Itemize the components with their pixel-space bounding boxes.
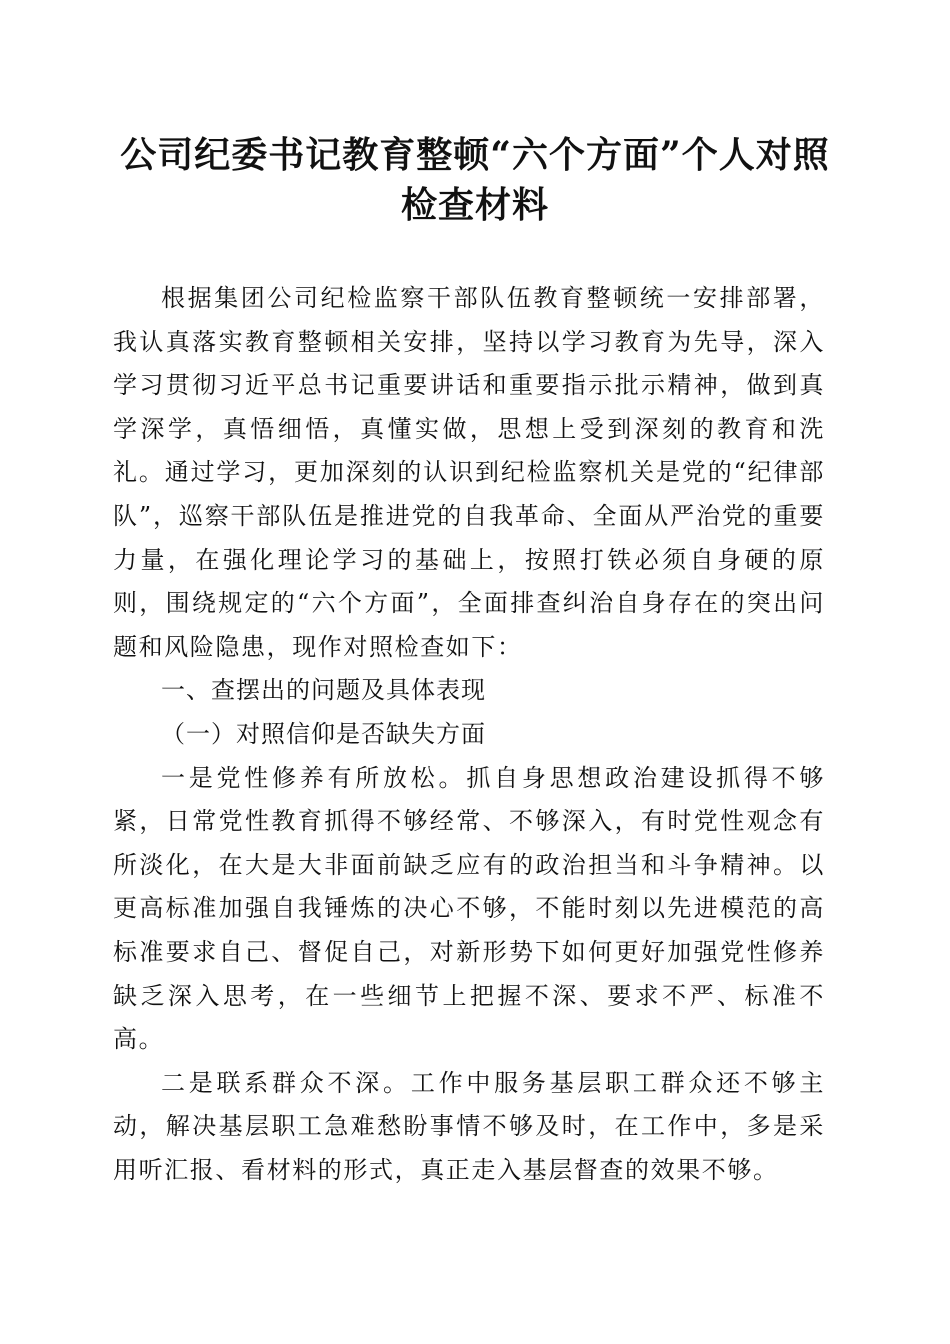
point-2-paragraph [113, 1062, 825, 1193]
point-2-body: 工作中服务基层职工群众还不够主动，解决基层职工急难愁盼事情不够及时，在工作中，多是采用听汇报、看材料的形式，真正走入基层督查的效果不够。 [113, 1068, 825, 1184]
document-title: 公司纪委书记教育整顿“六个方面”个人对照检查材料 [120, 134, 830, 226]
document-body [113, 277, 825, 1192]
section-heading: 一、查摆出的问题及具体表现 [161, 676, 486, 705]
point-1-paragraph [113, 757, 825, 1062]
intro-paragraph: 根据集团公司纪检监察干部队伍教育整顿统一安排部署，我认真落实教育整顿相关安排，坚持以学习教育为先导，深入学习贯彻习近平总书记重要讲话和重要指示批示精神，做到真学深学，真悟细悟，真懂实做，思想上受到深刻的教育和洗礼。通过学习，更加深刻的认识到纪检监察机关是党的“纪律部队”，巡察干部队伍是推进党的自我革命、全面从严治党的重要力量，在强化理论学习的基础上，按照打铁必须自身硬的原则，围绕规定的“六个方面”，全面排查纠治自身存在的突出问题和风险隐患，现作对照检查如下： [113, 284, 825, 661]
point-2-lead: 二是联系群众不深。 [161, 1068, 411, 1097]
point-1-lead: 一是党性修养有所放松。 [161, 763, 467, 792]
point-1-body: 抓自身思想政治建设抓得不够紧，日常党性教育抓得不够经常、不够深入，有时党性观念有所淡化，在大是大非面前缺乏应有的政治担当和斗争精神。以更高标准加强自我锤炼的决心不够，不能时刻以先进模范的高标准要求自己、督促自己，对新形势下如何更好加强党性修养缺乏深入思考，在一些细节上把握不深、要求不严、标准不高。 [113, 763, 825, 1054]
subsection-heading: （一）对照信仰是否缺失方面 [161, 719, 486, 748]
